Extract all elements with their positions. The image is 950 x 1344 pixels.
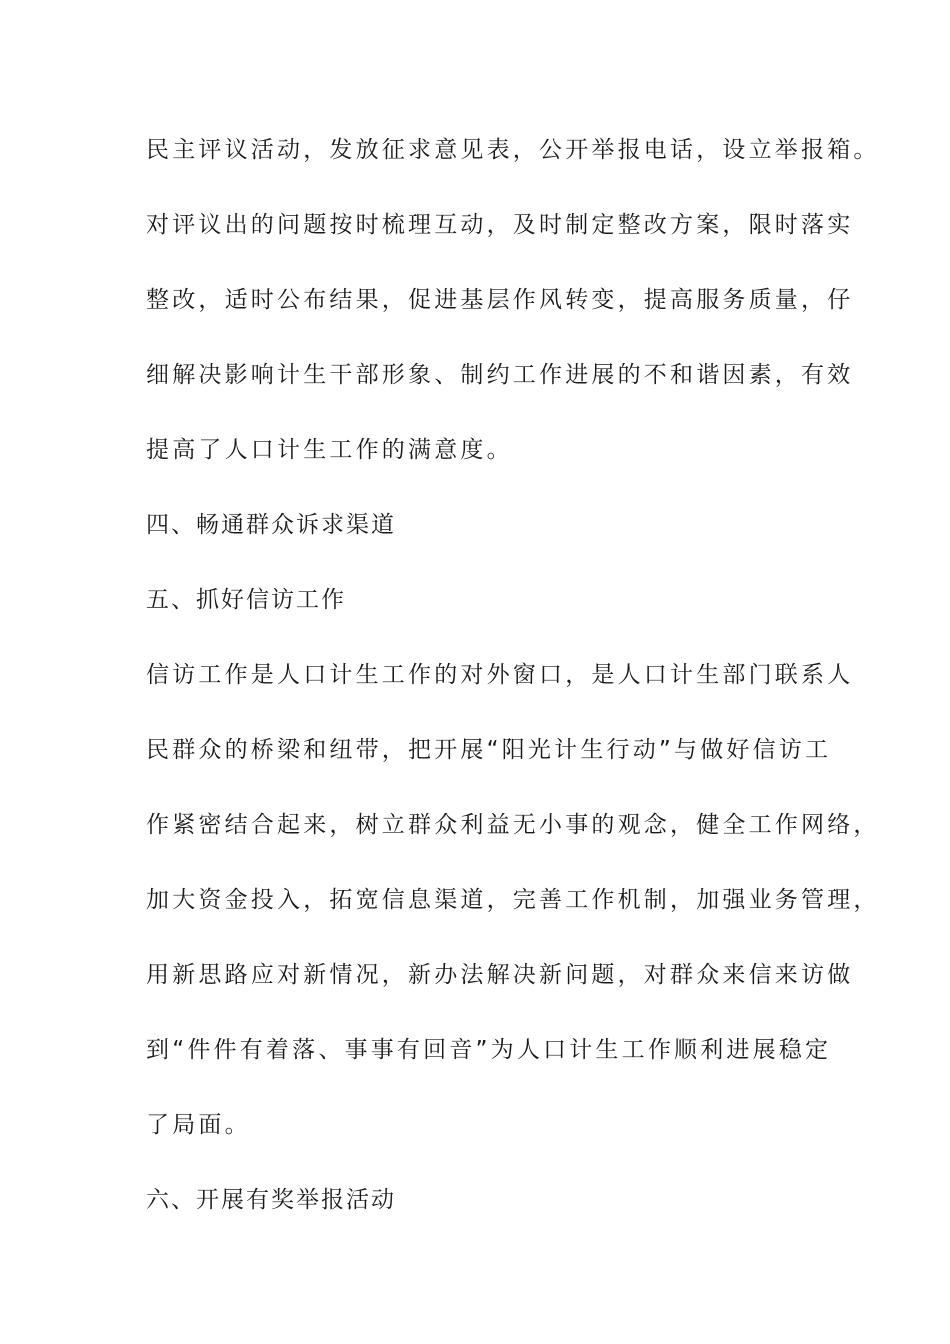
paragraph-line: 信访工作是人口计生工作的对外窗口，是人口计生部门联系人 [146, 662, 854, 688]
paragraph-line: 对评议出的问题按时梳理互动，及时制定整改方案，限时落实 [146, 212, 854, 238]
paragraph-line: 作紧密结合起来，树立群众利益无小事的观念，健全工作网络， [146, 812, 880, 838]
section-heading: 四、畅通群众诉求渠道 [146, 512, 396, 538]
paragraph-line: 民主评议活动，发放征求意见表，公开举报电话，设立举报箱。 [146, 137, 880, 163]
paragraph-line: 了局面。 [146, 1112, 251, 1138]
paragraph-line: 用新思路应对新情况，新办法解决新问题，对群众来信来访做 [146, 962, 854, 988]
section-heading: 六、开展有奖举报活动 [146, 1187, 396, 1213]
paragraph-line: 民群众的桥梁和纽带，把开展“阳光计生行动”与做好信访工 [146, 737, 832, 763]
section-heading: 五、抓好信访工作 [146, 587, 346, 613]
paragraph-line: 加大资金投入，拓宽信息渠道，完善工作机制，加强业务管理， [146, 887, 880, 913]
paragraph-line: 到“件件有着落、事事有回音”为人口计生工作顺利进展稳定 [146, 1037, 832, 1063]
paragraph-line: 提高了人口计生工作的满意度。 [146, 437, 513, 463]
paragraph-line: 细解决影响计生干部形象、制约工作进展的不和谐因素，有效 [146, 362, 854, 388]
paragraph-line: 整改，适时公布结果，促进基层作风转变，提高服务质量，仔 [146, 287, 854, 313]
